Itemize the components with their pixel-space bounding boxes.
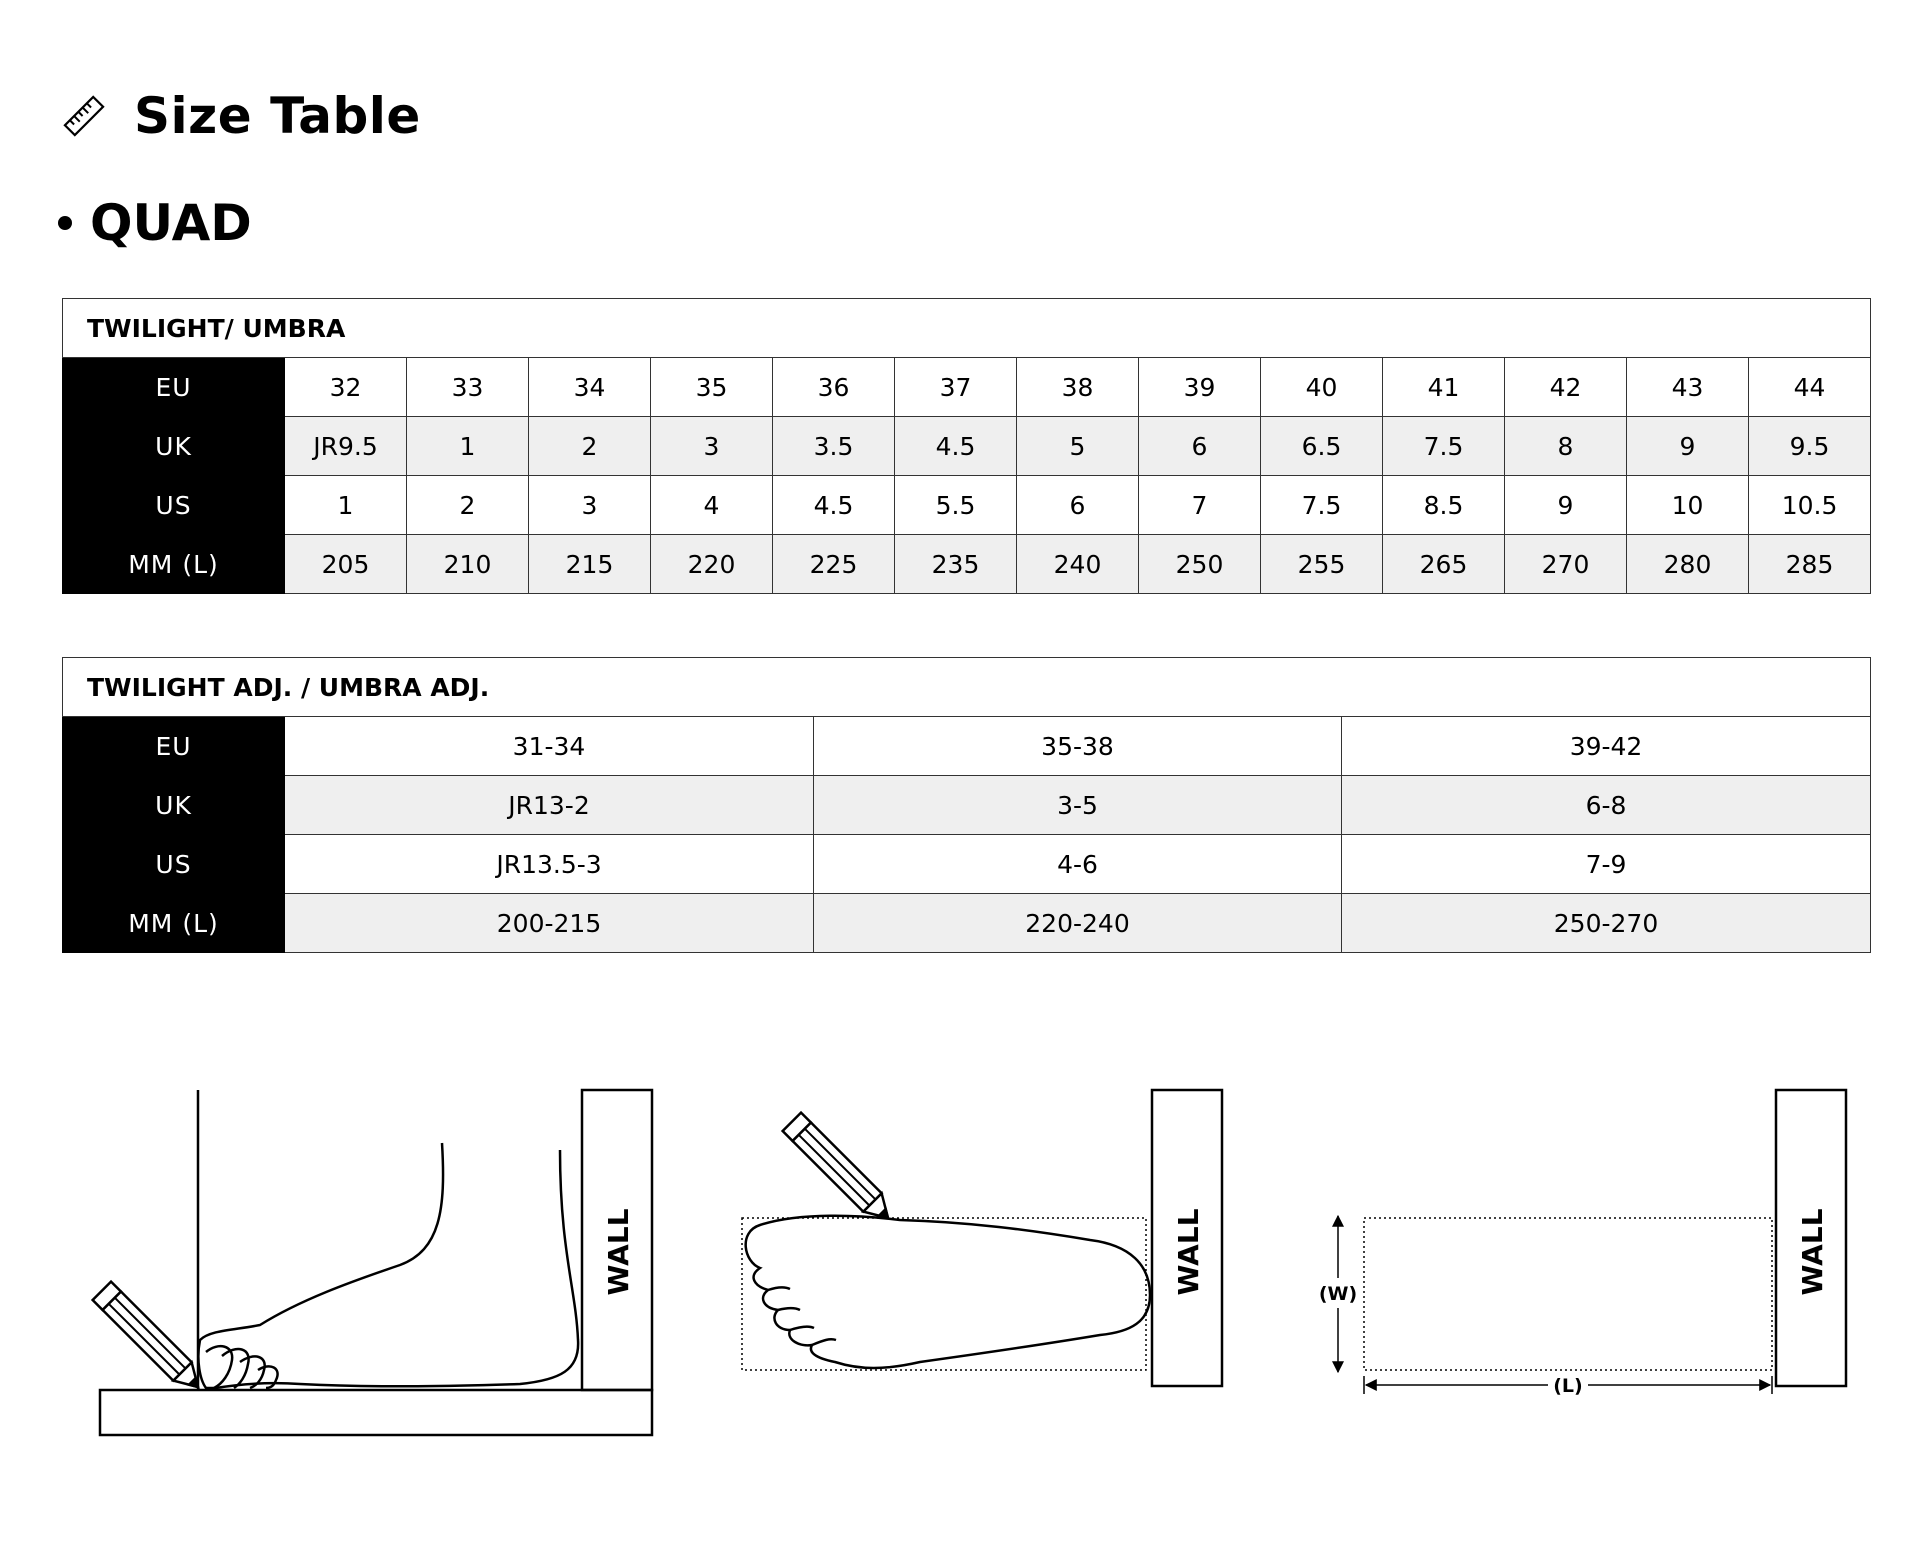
table-cell: 7 <box>1139 476 1261 535</box>
table-cell: 4 <box>651 476 773 535</box>
table-cell: 9.5 <box>1749 417 1871 476</box>
table-cell: 6-8 <box>1342 776 1871 835</box>
trace-outline <box>1364 1218 1772 1370</box>
measurement-diagram <box>1318 1090 1846 1398</box>
table-cell: 4-6 <box>814 835 1342 894</box>
table-cell: 200-215 <box>285 894 814 953</box>
table-cell: 33 <box>407 358 529 417</box>
table-cell: 35 <box>651 358 773 417</box>
toe-line <box>790 1327 814 1330</box>
wall-label: WALL <box>1796 1208 1829 1296</box>
table-cell: 8.5 <box>1383 476 1505 535</box>
table-cell: 235 <box>895 535 1017 594</box>
table-cell: 42 <box>1505 358 1627 417</box>
section-title: QUAD <box>90 194 252 252</box>
table-cell: 44 <box>1749 358 1871 417</box>
table-cell: 34 <box>529 358 651 417</box>
row-header-uk: UK <box>63 417 285 476</box>
trace-outline <box>742 1218 1146 1370</box>
table-cell: 32 <box>285 358 407 417</box>
table-cell: 5 <box>1017 417 1139 476</box>
table-cell: 36 <box>773 358 895 417</box>
row-header-us: US <box>63 835 285 894</box>
table-cell: 2 <box>529 417 651 476</box>
table-cell: 9 <box>1505 476 1627 535</box>
row-header-mm: MM (L) <box>63 894 285 953</box>
wall-label: WALL <box>602 1208 635 1296</box>
table-cell: JR13-2 <box>285 776 814 835</box>
table-cell: 6 <box>1017 476 1139 535</box>
table-cell: 220-240 <box>814 894 1342 953</box>
table-cell: 43 <box>1627 358 1749 417</box>
table-cell: 270 <box>1505 535 1627 594</box>
top-view-illustration <box>742 1090 1222 1386</box>
table-cell: 7-9 <box>1342 835 1871 894</box>
table-cell: 9 <box>1627 417 1749 476</box>
table-cell: 220 <box>651 535 773 594</box>
table-cell: JR9.5 <box>285 417 407 476</box>
table-cell: 3.5 <box>773 417 895 476</box>
table-caption: TWILIGHT ADJ. / UMBRA ADJ. <box>63 658 1871 717</box>
toe-line <box>222 1349 249 1388</box>
table-cell: 250-270 <box>1342 894 1871 953</box>
toe-line <box>812 1339 836 1345</box>
table-cell: 4.5 <box>773 476 895 535</box>
table-cell: 6 <box>1139 417 1261 476</box>
table-cell: 39 <box>1139 358 1261 417</box>
table-cell: 7.5 <box>1261 476 1383 535</box>
row-header-eu: EU <box>63 717 285 776</box>
width-label: (W) <box>1318 1283 1358 1305</box>
row-header-uk: UK <box>63 776 285 835</box>
page-title: Size Table <box>134 87 421 145</box>
wall-label: WALL <box>1172 1208 1205 1296</box>
table-cell: 225 <box>773 535 895 594</box>
table-cell: 10.5 <box>1749 476 1871 535</box>
table-cell: 265 <box>1383 535 1505 594</box>
table-cell: JR13.5-3 <box>285 835 814 894</box>
row-header-eu: EU <box>63 358 285 417</box>
table-cell: 3 <box>529 476 651 535</box>
toe-line <box>768 1287 790 1290</box>
table-cell: 215 <box>529 535 651 594</box>
row-header-us: US <box>63 476 285 535</box>
row-header-mm: MM (L) <box>63 535 285 594</box>
foot-side-outline <box>198 1143 578 1388</box>
table-cell: 5.5 <box>895 476 1017 535</box>
table-cell: 210 <box>407 535 529 594</box>
table-cell: 37 <box>895 358 1017 417</box>
length-label: (L) <box>1553 1375 1583 1397</box>
side-view-illustration <box>93 1090 652 1435</box>
table-cell: 280 <box>1627 535 1749 594</box>
table-caption: TWILIGHT/ UMBRA <box>63 299 1871 358</box>
table-cell: 10 <box>1627 476 1749 535</box>
table-cell: 3-5 <box>814 776 1342 835</box>
pencil-icon <box>783 1113 898 1228</box>
table-cell: 4.5 <box>895 417 1017 476</box>
table-cell: 240 <box>1017 535 1139 594</box>
table-cell: 39-42 <box>1342 717 1871 776</box>
table-cell: 250 <box>1139 535 1261 594</box>
table-cell: 35-38 <box>814 717 1342 776</box>
table-cell: 31-34 <box>285 717 814 776</box>
table-cell: 255 <box>1261 535 1383 594</box>
table-cell: 40 <box>1261 358 1383 417</box>
table-cell: 1 <box>407 417 529 476</box>
toe-line <box>778 1308 800 1310</box>
table-cell: 1 <box>285 476 407 535</box>
table-cell: 7.5 <box>1383 417 1505 476</box>
table-cell: 41 <box>1383 358 1505 417</box>
floor-board <box>100 1390 652 1435</box>
table-cell: 38 <box>1017 358 1139 417</box>
table-cell: 2 <box>407 476 529 535</box>
table-cell: 205 <box>285 535 407 594</box>
table-cell: 8 <box>1505 417 1627 476</box>
foot-top-outline <box>746 1216 1150 1368</box>
table-cell: 3 <box>651 417 773 476</box>
table-cell: 285 <box>1749 535 1871 594</box>
pencil-icon <box>93 1282 208 1397</box>
table-cell: 6.5 <box>1261 417 1383 476</box>
